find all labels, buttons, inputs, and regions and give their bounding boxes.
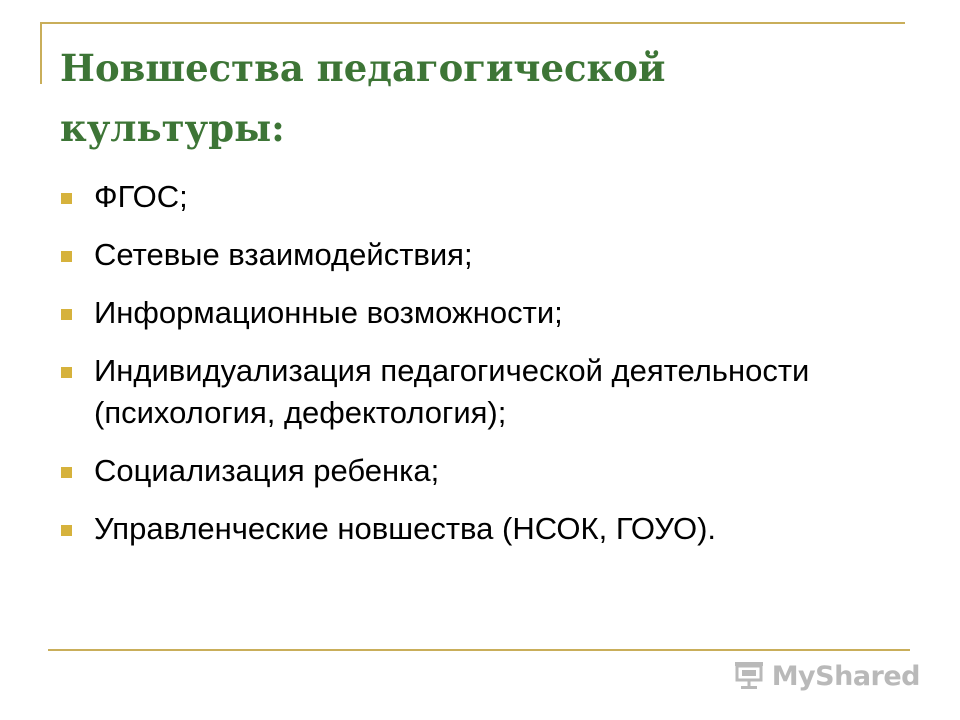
square-bullet-icon	[61, 193, 72, 204]
list-item	[58, 292, 918, 334]
list-item	[58, 450, 918, 492]
left-rule	[40, 22, 42, 84]
presentation-board-icon	[732, 660, 766, 692]
slide-title: Новшества педагогической культуры:	[60, 46, 666, 150]
list-item	[58, 176, 918, 218]
watermark-logo	[732, 660, 920, 692]
list-item-text: ФГОС;	[94, 179, 188, 214]
watermark-text: MyShared	[771, 660, 920, 692]
square-bullet-icon	[61, 367, 72, 378]
square-bullet-icon	[61, 525, 72, 536]
list-item-text: Сетевые взаимодействия;	[94, 237, 473, 272]
list-item-text: Управленческие новшества (НСОК, ГОУО).	[94, 511, 717, 546]
list-item-text: Индивидуализация педагогической деятельности (психология, дефектология);	[94, 353, 810, 430]
list-item	[58, 234, 918, 276]
square-bullet-icon	[61, 309, 72, 320]
bottom-rule	[48, 649, 910, 651]
square-bullet-icon	[61, 467, 72, 478]
top-rule	[40, 22, 905, 24]
list-item-text: Информационные возможности;	[94, 295, 563, 330]
list-item	[58, 350, 918, 434]
list-item-text: Социализация ребенка;	[94, 453, 440, 488]
list-item	[58, 508, 918, 550]
bullet-list	[58, 176, 918, 566]
square-bullet-icon	[61, 251, 72, 262]
